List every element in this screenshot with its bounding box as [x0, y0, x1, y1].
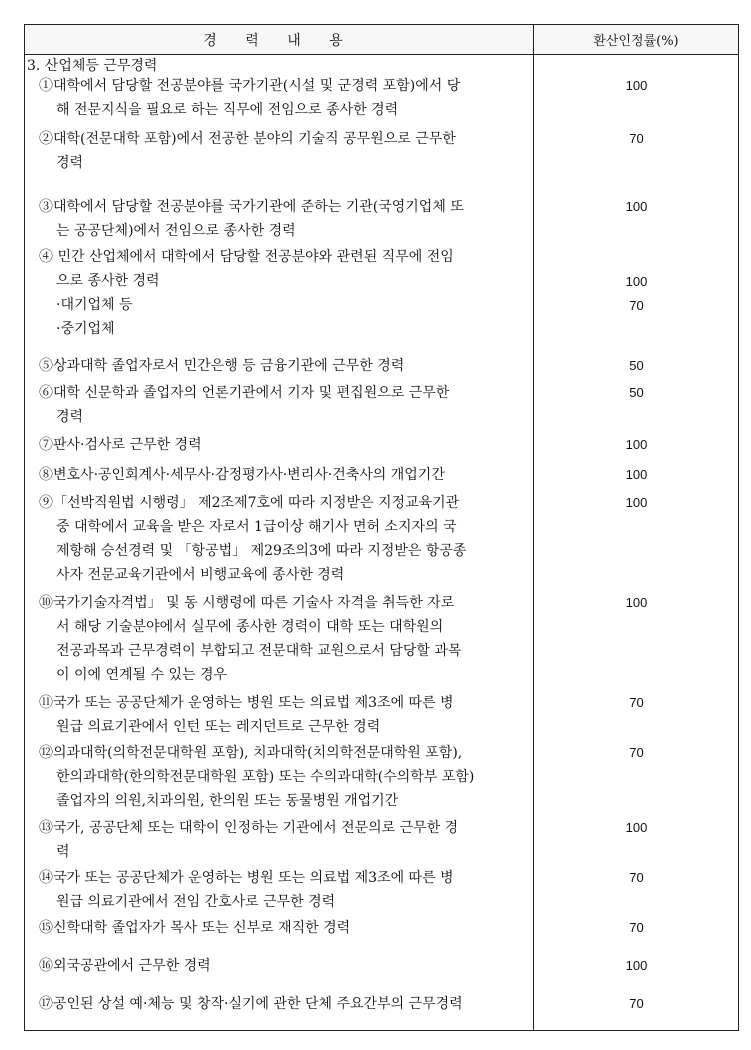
item-line: 경력 [56, 409, 84, 425]
rate-value: 70 [629, 131, 644, 146]
item-line: ⑬국가, 공공단체 또는 대학이 인정하는 기관에서 전문의로 근무한 경 [39, 820, 459, 836]
career-item [39, 245, 527, 341]
rate-value: 50 [629, 358, 644, 373]
career-item [39, 691, 527, 739]
career-item [39, 381, 527, 429]
career-item [39, 992, 527, 1016]
item-line: ⑫의과대학(의학전문대학원 포함), 치과대학(치의학전문대학원 포함), [39, 745, 463, 761]
item-line: 사자 전문교육기관에서 비행교육에 종사한 경력 [56, 567, 345, 583]
career-item [39, 866, 527, 914]
item-line: 제항해 승선경력 및 「항공법」 제29조의3에 따라 지정받은 항공종 [56, 543, 467, 559]
item-line: 는 공공단체)에서 전임으로 종사한 경력 [56, 223, 296, 239]
rate-value: 100 [625, 595, 648, 610]
item-line: ⑧변호사·공인회계사·세무사·감정평가사·변리사·건축사의 개업기간 [39, 467, 445, 483]
rate-value: 100 [625, 467, 648, 482]
item-line: ④ 민간 산업체에서 대학에서 담당할 전공분야와 관련된 직무에 전임 [39, 249, 454, 265]
item-line: ⑨「선박직원법 시행령」 제2조제7호에 따라 지정받은 지정교육기관 [39, 495, 460, 511]
item-line: 이 이에 연계될 수 있는 경우 [56, 667, 228, 683]
rate-value: 50 [629, 385, 644, 400]
career-item [39, 741, 527, 813]
item-line: ⑦판사·검사로 근무한 경력 [39, 437, 202, 453]
item-line: ⑥대학 신문학과 졸업자의 언론기관에서 기자 및 편집원으로 근무한 [39, 385, 450, 401]
section-title: 3. 산업체등 근무경력 [27, 58, 158, 74]
rate-value: 70 [629, 745, 644, 760]
item-line: ⑩국가기술자격법」 및 동 시행령에 따른 기술사 자격을 취득한 자로 [39, 595, 455, 611]
career-item [39, 195, 527, 243]
item-line: ②대학(전문대학 포함)에서 전공한 분야의 기술직 공무원으로 근무한 [39, 131, 456, 147]
item-line: 한의과대학(한의학전문대학원 포함) 또는 수의과대학(수의학부 포함) [56, 769, 475, 785]
rate-value: 70 [629, 996, 644, 1011]
career-item [39, 916, 527, 940]
career-item [39, 433, 527, 457]
header-divider [25, 54, 738, 55]
rate-value: 100 [625, 820, 648, 835]
item-line: 서 해당 기술분야에서 실무에 종사한 경력이 대학 또는 대학원의 [56, 619, 444, 635]
item-line: 원급 의료기관에서 인턴 또는 레지던트로 근무한 경력 [56, 719, 381, 735]
rate-value: 70 [629, 870, 644, 885]
career-item [39, 463, 527, 487]
career-item [39, 491, 527, 587]
item-line: 해 전문지식을 필요로 하는 직무에 전임으로 종사한 경력 [56, 102, 399, 118]
career-table [24, 24, 739, 1031]
item-line: 으로 종사한 경력 [56, 273, 160, 289]
rate-value: 70 [629, 695, 644, 710]
item-line: 졸업자의 의원,치과의원, 한의원 또는 동물병원 개업기간 [56, 793, 399, 809]
career-item [39, 354, 527, 378]
rate-value: 70 [629, 298, 644, 313]
rate-value: 100 [625, 274, 648, 289]
item-line: ⑤상과대학 졸업자로서 민간은행 등 금융기관에 근무한 경력 [39, 358, 405, 374]
item-line: ⑰공인된 상설 예·체능 및 창작·실기에 관한 단체 주요간부의 근무경력 [39, 996, 463, 1012]
rate-value: 100 [625, 199, 648, 214]
item-line: 중 대학에서 교육을 받은 자로서 1급이상 해기사 면허 소지자의 국 [56, 519, 457, 535]
career-item [39, 816, 527, 864]
item-line: ③대학에서 담당할 전공분야를 국가기관에 준하는 기관(국영기업체 또 [39, 199, 464, 215]
item-line: 원급 의료기관에서 전임 간호사로 근무한 경력 [56, 894, 336, 910]
item-line: ⑯외국공관에서 근무한 경력 [39, 958, 211, 974]
career-item [39, 954, 527, 978]
rate-value: 100 [625, 495, 648, 510]
rate-value: 100 [625, 958, 648, 973]
career-item [39, 74, 527, 122]
item-line: ⑪국가 또는 공공단체가 운영하는 병원 또는 의료법 제3조에 따른 병 [39, 695, 454, 711]
item-line: ⑮신학대학 졸업자가 목사 또는 신부로 재직한 경력 [39, 920, 351, 936]
item-line: ①대학에서 담당할 전공분야를 국가기관(시설 및 군경력 포함)에서 당 [39, 78, 461, 94]
rate-value: 70 [629, 920, 644, 935]
career-item [39, 127, 527, 175]
item-line: 전공과목과 근무경력이 부합되고 전문대학 교원으로서 담당할 과목 [56, 643, 462, 659]
header-content: 경 력 내 용 [25, 25, 533, 54]
rate-value: 100 [625, 78, 648, 93]
header-rate: 환산인정률(%) [534, 25, 738, 54]
rate-value: 100 [625, 437, 648, 452]
career-item [39, 591, 527, 687]
item-line: 경력 [56, 155, 84, 171]
item-line: 력 [56, 844, 70, 860]
item-line: ·대기업체 등 [56, 297, 133, 313]
item-line: ⑭국가 또는 공공단체가 운영하는 병원 또는 의료법 제3조에 따른 병 [39, 870, 454, 886]
item-line: ·중기업체 [56, 321, 115, 337]
